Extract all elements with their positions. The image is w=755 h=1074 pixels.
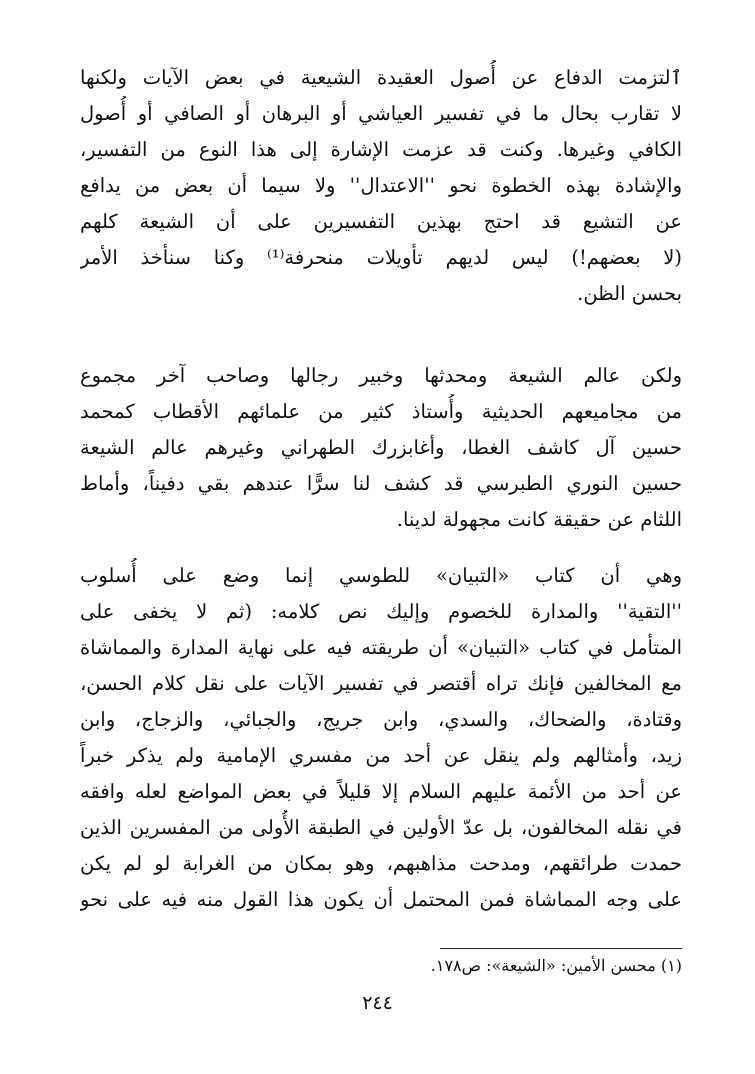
text-line: عن التشيع قد احتج بهذين التفسيرين على أن الشيعة كلهم xyxy=(80,210,682,233)
paragraph-3 xyxy=(80,558,682,918)
text-line: ولكن عالم الشيعة ومحدثها وخبير رجالها وصاحب آخر مجموع xyxy=(80,364,682,387)
text-line: وهي أن كتاب «التبيان» للطوسي إنما وضع على أُسلوب xyxy=(80,564,682,587)
text-line: لا تقارب بحال ما في تفسير العياشي أو البرهان أو الصافي أو أُصول xyxy=(80,102,682,125)
text-line: والإشادة بهذه الخطوة نحو ''الاعتدال'' ولا سيما أن بعض من يدافع xyxy=(80,174,682,197)
text-line: بحسن الظن. xyxy=(577,282,682,305)
page-number: ٢٤٤ xyxy=(362,992,393,1014)
text-line: الكافي وغيرها. وكنت قد عزمت الإشارة إلى هذا النوع من التفسير، xyxy=(80,138,682,161)
footnote-divider xyxy=(440,948,682,949)
paragraph-2 xyxy=(80,358,682,538)
text-line: حسين النوري الطبرسي قد كشف لنا سرًّا عندهم بقي دفيناً، وأماط xyxy=(80,472,682,495)
text-line: في نقله المخالفون، بل عدّ الأولين في الطبقة الأُولى من المفسرين الذين xyxy=(80,816,682,839)
text-line: من مجاميعهم الحديثية وأُستاذ كثير من علمائهم الأقطاب كمحمد xyxy=(80,400,682,423)
text-line: وقتادة، والضحاك، والسدي، وابن جريج، والجبائي، والزجاج، وابن xyxy=(80,708,682,731)
text-line: اللثام عن حقيقة كانت مجهولة لدينا. xyxy=(396,508,682,531)
footnote: (١) محسن الأمين: «الشيعة»: ص١٧٨. xyxy=(430,956,682,975)
text-line: عن أحد من الأئمة عليهم السلام إلا قليلاً في بعض المواضع لعله وافقه xyxy=(80,780,682,803)
text-line: مع المخالفين فإنك تراه أقتصر في تفسير الآيات على نقل كلام الحسن، xyxy=(80,672,682,695)
text-line: حسين آل كاشف الغطا، وأغابزرك الطهراني وغيرهم عالم الشيعة xyxy=(80,436,682,459)
text-line: ٱلتزمت الدفاع عن أُصول العقيدة الشيعية في بعض الآيات ولكنها xyxy=(80,66,682,89)
text-line: حمدت طرائقهم، ومدحت مذاهبهم، وهو بمكان من الغرابة لو لم يكن xyxy=(80,852,682,875)
paragraph-1 xyxy=(80,60,682,312)
text-line: المتأمل في كتاب «التبيان» أن طريقته فيه على نهاية المدارة والمماشاة xyxy=(80,636,682,659)
text-line: على وجه المماشاة فمن المحتمل أن يكون هذا القول منه فيه على نحو xyxy=(80,888,682,911)
text-line: (لا بعضهم!) ليس لديهم تأويلات منحرفة⁽¹⁾ وكنا سنأخذ الأمر xyxy=(80,246,682,269)
text-line: ''التقية'' والمدارة للخصوم وإليك نص كلامه: (ثم لا يخفى على xyxy=(80,600,682,623)
text-line: زيد، وأمثالهم ولم ينقل عن أحد من مفسري الإمامية ولم يذكر خبراً xyxy=(80,744,682,767)
